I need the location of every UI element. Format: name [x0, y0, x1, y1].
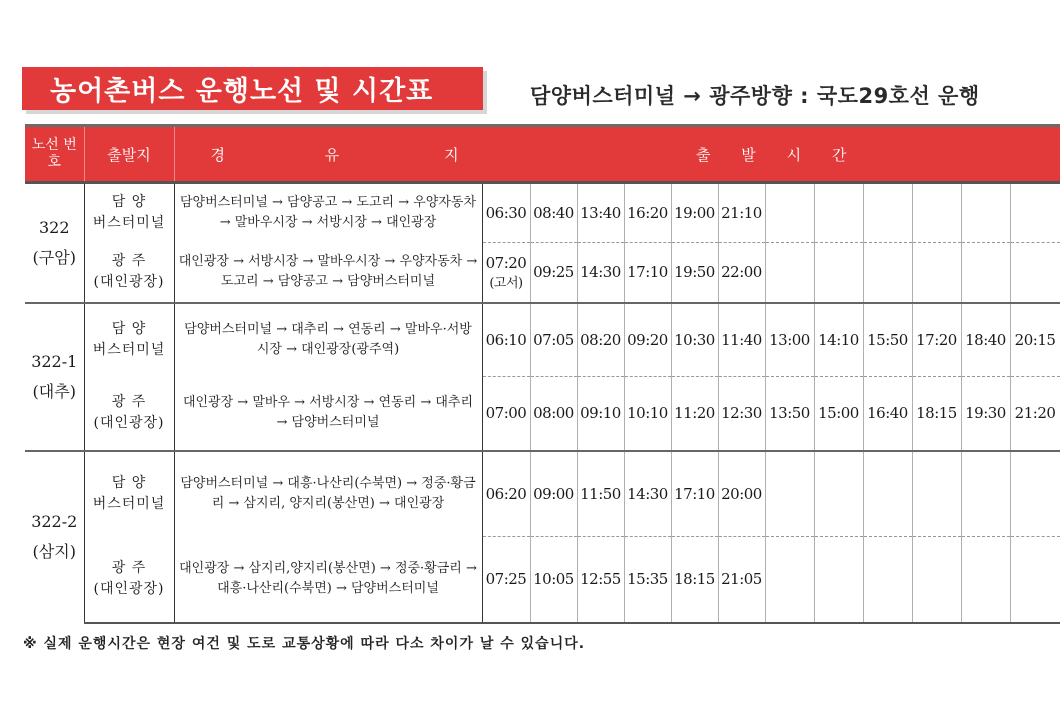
table-row [25, 451, 1060, 537]
time-value: 07:20 [485, 253, 527, 272]
time-cell: 17:20 [912, 303, 961, 377]
time-cell: 20:15 [1010, 303, 1060, 377]
departure-line: 버스터미널 [92, 342, 166, 358]
time-cell [482, 243, 530, 303]
time-note: (고서) [489, 275, 523, 291]
header-via-1: 경 [210, 145, 225, 164]
time-cell: 14:10 [814, 303, 863, 377]
empty-cell [912, 243, 961, 303]
empty-cell [814, 183, 863, 243]
time-cell: 18:15 [912, 377, 961, 451]
empty-cell [765, 537, 814, 623]
route-description: 담양버스터미널 → 광주방향 : 국도29호선 운행 [530, 84, 980, 108]
time-cell: 08:00 [530, 377, 577, 451]
header-via-3: 지 [444, 145, 459, 164]
empty-cell [863, 243, 912, 303]
time-cell: 16:20 [624, 183, 671, 243]
time-cell: 18:15 [671, 537, 718, 623]
time-cell: 12:55 [577, 537, 624, 623]
time-cell: 18:40 [961, 303, 1010, 377]
departure-line: (대인광장) [93, 274, 165, 290]
route-number-cell [25, 183, 84, 303]
departure-line: 광 주 [111, 394, 147, 410]
route-number: 322 [38, 217, 70, 237]
time-cell: 06:30 [482, 183, 530, 243]
table-row [25, 243, 1060, 303]
empty-cell [961, 183, 1010, 243]
via-cell: 담양버스터미널 → 담양공고 → 도고리 → 우양자동차 → 말바우시장 → 서방시장 → 대인광장 [174, 183, 482, 243]
empty-cell [1010, 243, 1060, 303]
time-cell: 21:20 [1010, 377, 1060, 451]
departure-cell [84, 377, 174, 451]
time-cell: 13:40 [577, 183, 624, 243]
departure-line: (대인광장) [93, 581, 165, 597]
empty-cell [863, 537, 912, 623]
time-cell: 20:00 [718, 451, 765, 537]
departure-line: 담 양 [111, 475, 147, 491]
header-route-no: 노선 번호 [25, 126, 84, 183]
empty-cell [912, 183, 961, 243]
empty-cell [765, 451, 814, 537]
time-cell: 15:35 [624, 537, 671, 623]
departure-line: 광 주 [111, 560, 147, 576]
header-row [25, 126, 1060, 183]
header-time-1: 출 [696, 145, 711, 164]
time-cell: 08:20 [577, 303, 624, 377]
time-cell: 19:00 [671, 183, 718, 243]
via-cell: 담양버스터미널 → 대추리 → 연동리 → 말바우·서방시장 → 대인광장(광주역) [174, 303, 482, 377]
time-cell: 15:00 [814, 377, 863, 451]
time-cell: 21:05 [718, 537, 765, 623]
time-cell: 14:30 [624, 451, 671, 537]
footnote: ※ 실제 운행시간은 현장 여건 및 도로 교통상황에 따라 다소 차이가 날 수 있습니다. [23, 636, 586, 652]
departure-line: 광 주 [111, 253, 147, 269]
departure-cell [84, 303, 174, 377]
empty-cell [863, 183, 912, 243]
empty-cell [814, 243, 863, 303]
route-name: (대추) [32, 381, 76, 401]
empty-cell [961, 451, 1010, 537]
time-cell: 10:10 [624, 377, 671, 451]
table-row [25, 303, 1060, 377]
empty-cell [1010, 537, 1060, 623]
time-cell: 17:10 [624, 243, 671, 303]
time-cell: 17:10 [671, 451, 718, 537]
empty-cell [1010, 451, 1060, 537]
time-cell: 10:05 [530, 537, 577, 623]
empty-cell [961, 537, 1010, 623]
table-row [25, 183, 1060, 243]
header-times [482, 126, 1060, 183]
time-cell: 11:20 [671, 377, 718, 451]
time-cell: 09:25 [530, 243, 577, 303]
time-cell: 10:30 [671, 303, 718, 377]
departure-cell [84, 243, 174, 303]
via-cell: 대인광장 → 서방시장 → 말바우시장 → 우양자동차 → 도고리 → 담양공고 → 담양버스터미널 [174, 243, 482, 303]
table-row [25, 377, 1060, 451]
route-number-cell [25, 451, 84, 623]
departure-line: 담 양 [111, 321, 147, 337]
empty-cell [961, 243, 1010, 303]
time-cell: 06:10 [482, 303, 530, 377]
header-via-2: 유 [324, 145, 340, 164]
route-number: 322-1 [31, 351, 78, 371]
empty-cell [863, 451, 912, 537]
time-cell: 19:30 [961, 377, 1010, 451]
time-cell: 07:05 [530, 303, 577, 377]
time-cell: 15:50 [863, 303, 912, 377]
time-cell: 08:40 [530, 183, 577, 243]
route-number-cell [25, 303, 84, 451]
time-cell: 11:40 [718, 303, 765, 377]
table-row [25, 537, 1060, 623]
departure-line: 버스터미널 [92, 496, 166, 512]
time-cell: 09:20 [624, 303, 671, 377]
header-time-4: 간 [831, 145, 847, 164]
empty-cell [912, 537, 961, 623]
via-cell: 대인광장 → 삼지리,양지리(봉산면) → 정중·황금리 → 대흥·나산리(수북면) → 담양버스터미널 [174, 537, 482, 623]
header-time-3: 시 [786, 145, 802, 164]
route-name: (구암) [32, 247, 76, 267]
via-cell: 담양버스터미널 → 대흥·나산리(수북면) → 정중·황금리 → 삼지리, 양지리(봉산면) → 대인광장 [174, 451, 482, 537]
time-cell: 09:10 [577, 377, 624, 451]
time-cell: 22:00 [718, 243, 765, 303]
empty-cell [912, 451, 961, 537]
time-cell: 16:40 [863, 377, 912, 451]
header-time-2: 발 [741, 145, 756, 164]
timetable [25, 124, 1060, 624]
time-cell: 14:30 [577, 243, 624, 303]
empty-cell [814, 537, 863, 623]
time-cell: 11:50 [577, 451, 624, 537]
time-cell: 06:20 [482, 451, 530, 537]
departure-line: 담 양 [111, 194, 147, 211]
route-name: (삼지) [32, 542, 76, 561]
time-cell: 07:25 [482, 537, 530, 623]
time-cell: 12:30 [718, 377, 765, 451]
header-departure: 출발지 [84, 126, 174, 183]
empty-cell [765, 183, 814, 243]
time-cell: 09:00 [530, 451, 577, 537]
time-cell: 07:00 [482, 377, 530, 451]
departure-line: 버스터미널 [92, 215, 166, 232]
departure-cell [84, 537, 174, 623]
departure-line: (대인광장) [93, 415, 165, 431]
time-cell: 21:10 [718, 183, 765, 243]
header-via [174, 126, 482, 183]
departure-cell [84, 183, 174, 243]
empty-cell [814, 451, 863, 537]
departure-cell [84, 451, 174, 537]
time-cell: 19:50 [671, 243, 718, 303]
time-cell: 13:50 [765, 377, 814, 451]
empty-cell [1010, 183, 1060, 243]
via-cell: 대인광장 → 말바우 → 서방시장 → 연동리 → 대추리 → 담양버스터미널 [174, 377, 482, 451]
page-title: 농어촌버스 운행노선 및 시간표 [22, 67, 483, 110]
route-number: 322-2 [31, 512, 78, 531]
time-cell: 13:00 [765, 303, 814, 377]
empty-cell [765, 243, 814, 303]
